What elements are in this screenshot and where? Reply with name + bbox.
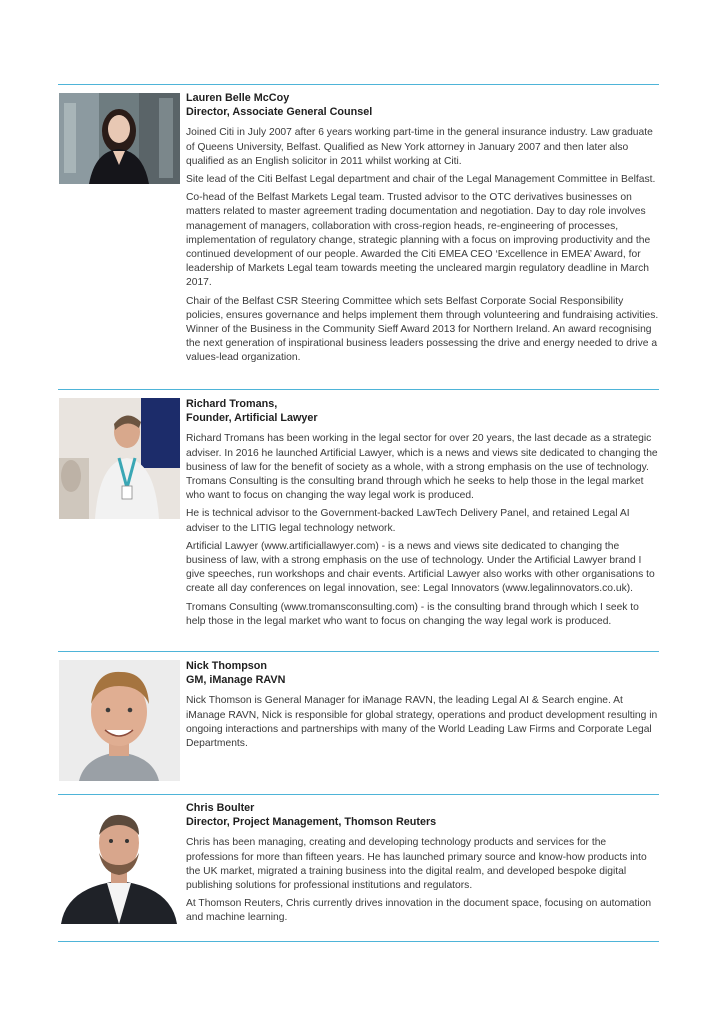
profile-photo-chris-boulter	[59, 803, 180, 924]
profile-photo-richard-tromans	[59, 398, 180, 519]
profile-name: Chris Boulter	[186, 802, 255, 814]
bio-paragraph: Tromans Consulting (www.tromansconsulting.com) - is the consulting brand through which I seek to help those in the legal market who want to focus on changing the way legal work is produced.	[186, 601, 639, 627]
profile-role: Founder, Artificial Lawyer	[186, 412, 318, 425]
bio-paragraph: Chris has been managing, creating and developing technology products and services for the professions for more than fifteen years. He has launched primary source and know-how products into the UK market, migrated a training business into the digital realm, and developed bespoke digital publishing solutions for professional institutions and regulators.	[186, 837, 647, 892]
profile-role: Director, Associate General Counsel	[186, 106, 373, 119]
bio-paragraph: He is technical advisor to the Government-backed LawTech Delivery Panel, and retained Legal AI adviser to the LITIG legal technology network.	[186, 508, 630, 534]
profile-bio-chris-boulter	[186, 801, 660, 926]
bio-paragraph: Artificial Lawyer (www.artificiallawyer.com) - is a news and views site dedicated to changing the business of law, with a strong emphasis on the use of technology. Under the Artificial Lawyer brand I give speeches, run workshops and chair events. Artificial Lawyer also works with other organisations to create all day conferences on legal innovation, see: Legal Innovators (www.legalinnovators.co.uk).	[186, 540, 655, 595]
divider-line	[58, 941, 659, 942]
bio-paragraph: Nick Thomson is General Manager for iManage RAVN, the leading Legal AI & Search engine. At iManage RAVN, Nick is responsible for global strategy, operations and product development resulting in ongoing interactions and partnerships with many of the World Leading Law Firms and Corporate Legal Departments.	[186, 695, 658, 750]
profile-role: Director, Project Management, Thomson Reuters	[186, 816, 437, 829]
divider-line	[58, 389, 659, 390]
profile-bio-lauren-mccoy	[186, 91, 660, 366]
profile-name: Lauren Belle McCoy	[186, 92, 290, 104]
bio-paragraph: Richard Tromans has been working in the legal sector for over 20 years, the last decade as a strategic adviser. In 2016 he launched Artificial Lawyer, which is a news and views site dedicated to changing the business of law for the benefit of society as a whole, with a strong emphasis on the use of technology. Tromans Consulting is the consulting brand through which he seeks to help those in the legal market who want to focus on changing the way legal work is produced.	[186, 433, 658, 502]
bio-paragraph: Site lead of the Citi Belfast Legal department and chair of the Legal Management Committee in Belfast.	[186, 174, 656, 186]
profile-bio-richard-tromans	[186, 397, 660, 629]
profile-name: Richard Tromans,	[186, 398, 278, 410]
profile-role: GM, iManage RAVN	[186, 674, 286, 687]
bio-paragraph: Joined Citi in July 2007 after 6 years working part-time in the general insurance industry. Law graduate of Queens University, Belfast. Qualified as New York attorney in January 2007 and then later also qualified as an English solicitor in 2011 whilst working at Citi.	[186, 127, 653, 167]
divider-line	[58, 651, 659, 652]
profile-photo-nick-thompson	[59, 660, 180, 781]
bio-paragraph: Chair of the Belfast CSR Steering Committee which sets Belfast Corporate Social Responsibility policies, ensures governance and helps implement them through volunteering and fundraising activities. Winner of the Business in the Community Sieff Award 2013 for Northern Ireland. An award recognising the next generation of inspirational business leaders possessing the drive and energy needed to drive a values-lead organization.	[186, 295, 659, 364]
profile-name: Nick Thompson	[186, 660, 267, 672]
divider-line	[58, 794, 659, 795]
profile-bio-nick-thompson	[186, 659, 660, 751]
profile-photo-lauren-mccoy	[59, 93, 180, 184]
bio-paragraph: At Thomson Reuters, Chris currently drives innovation in the document space, focusing on automation and machine learning.	[186, 898, 652, 924]
bio-paragraph: Co-head of the Belfast Markets Legal team. Trusted advisor to the OTC derivatives businesses on matters related to master agreement trading documentation and negotiation. Day to day role involves management of managers, collaboration with cross-region heads, re-engineering of processes, implementation of regulatory change, strategic planning with a focus on improving productivity and the continued development of our people. Awarded the Citi EMEA CEO ‘Excellence in EMEA’ Award, for leadership of Markets Legal team towards meeting the uncleared margin regulatory deadline in March 2017.	[186, 192, 651, 289]
divider-line	[58, 84, 659, 85]
